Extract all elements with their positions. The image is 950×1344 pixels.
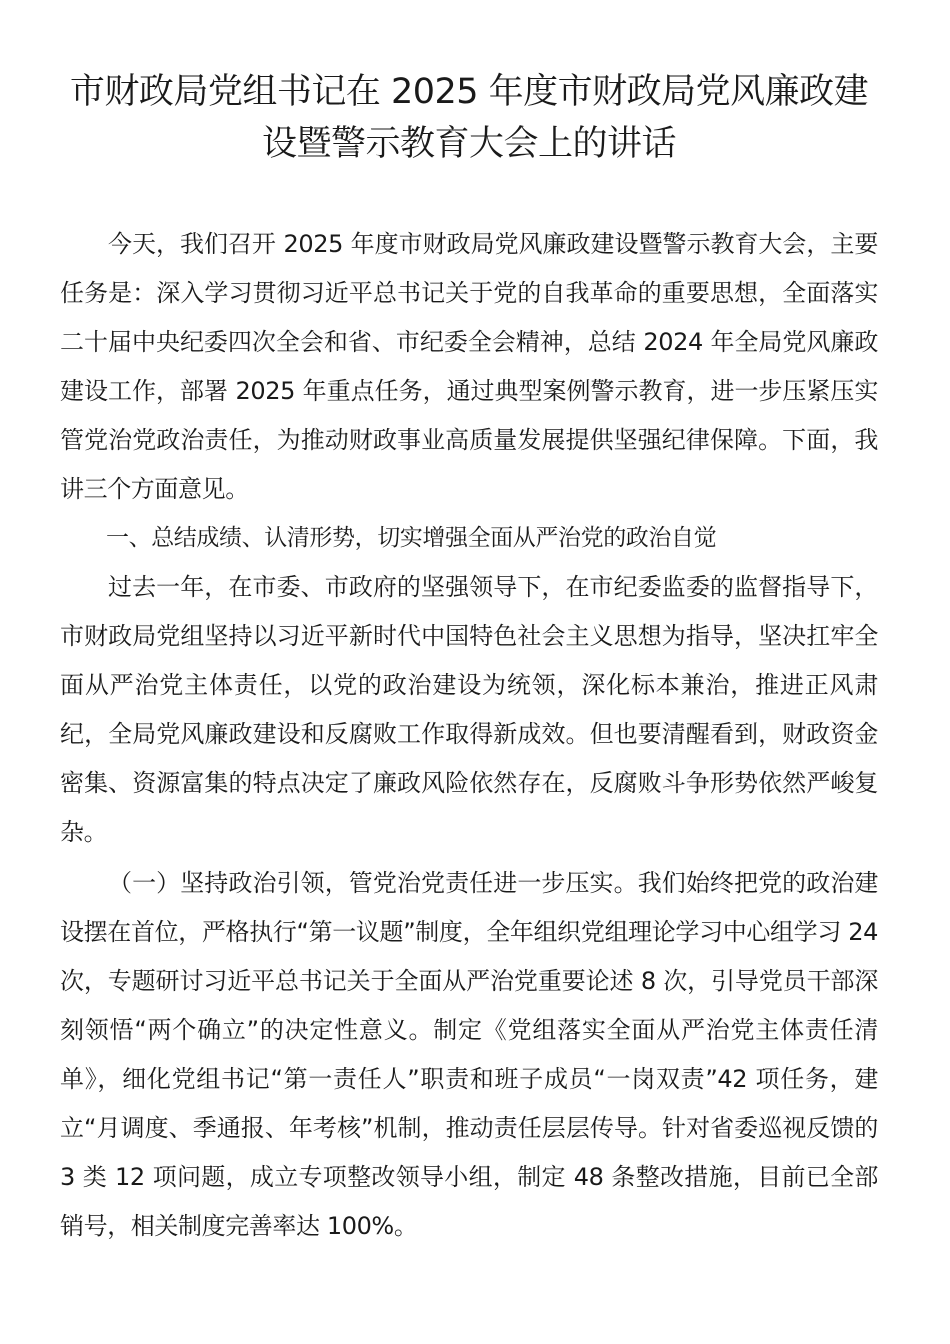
document-page xyxy=(60,66,878,1251)
paragraph-review: 过去一年，在市委、市政府的坚强领导下，在市纪委监委的监督指导下，市财政局党组坚持以习近平新时代中国特色社会主义思想为指导，坚决扛牢全面从严治党主体责任，以党的政治建设为统领，深化标本兼治，推进正风肃纪，全局党风廉政建设和反腐败工作取得新成效。但也要清醒看到，财政资金密集、资源富集的特点决定了廉政风险依然存在，反腐败斗争形势依然严峻复杂。 xyxy=(60,573,878,846)
document-body xyxy=(60,220,878,1251)
section-heading-1: 一、总结成绩、认清形势，切实增强全面从严治党的政治自觉 xyxy=(106,525,717,551)
document-title: 市财政局党组书记在 2025 年度市财政局党风廉政建设暨警示教育大会上的讲话 xyxy=(69,72,869,164)
paragraph-subsection-1: （一）坚持政治引领，管党治党责任进一步压实。我们始终把党的政治建设摆在首位，严格执行“第一议题”制度，全年组织党组理论学习中心组学习 24 次，专题研讨习近平总书记关于全面从严治党重要论述 8 次，引导党员干部深刻领悟“两个确立”的决定性意义。制定《党组落实全面从严治党主体责任清单》，细化党组书记“第一责任人”职责和班子成员“一岗双责”42 项任务，建立“月调度、季通报、年考核”机制，推动责任层层传导。针对省委巡视反馈的 3 类 12 项问题，成立专项整改领导小组，制定 48 条整改措施，目前已全部销号，相关制度完善率达 100%。 xyxy=(60,869,878,1240)
paragraph-intro: 今天，我们召开 2025 年度市财政局党风廉政建设暨警示教育大会，主要任务是：深入学习贯彻习近平总书记关于党的自我革命的重要思想，全面落实二十届中央纪委四次全会和省、市纪委全会精神，总结 2024 年全局党风廉政建设工作，部署 2025 年重点任务，通过典型案例警示教育，进一步压紧压实管党治党政治责任，为推动财政事业高质量发展提供坚强纪律保障。下面，我讲三个方面意见。 xyxy=(60,230,878,503)
